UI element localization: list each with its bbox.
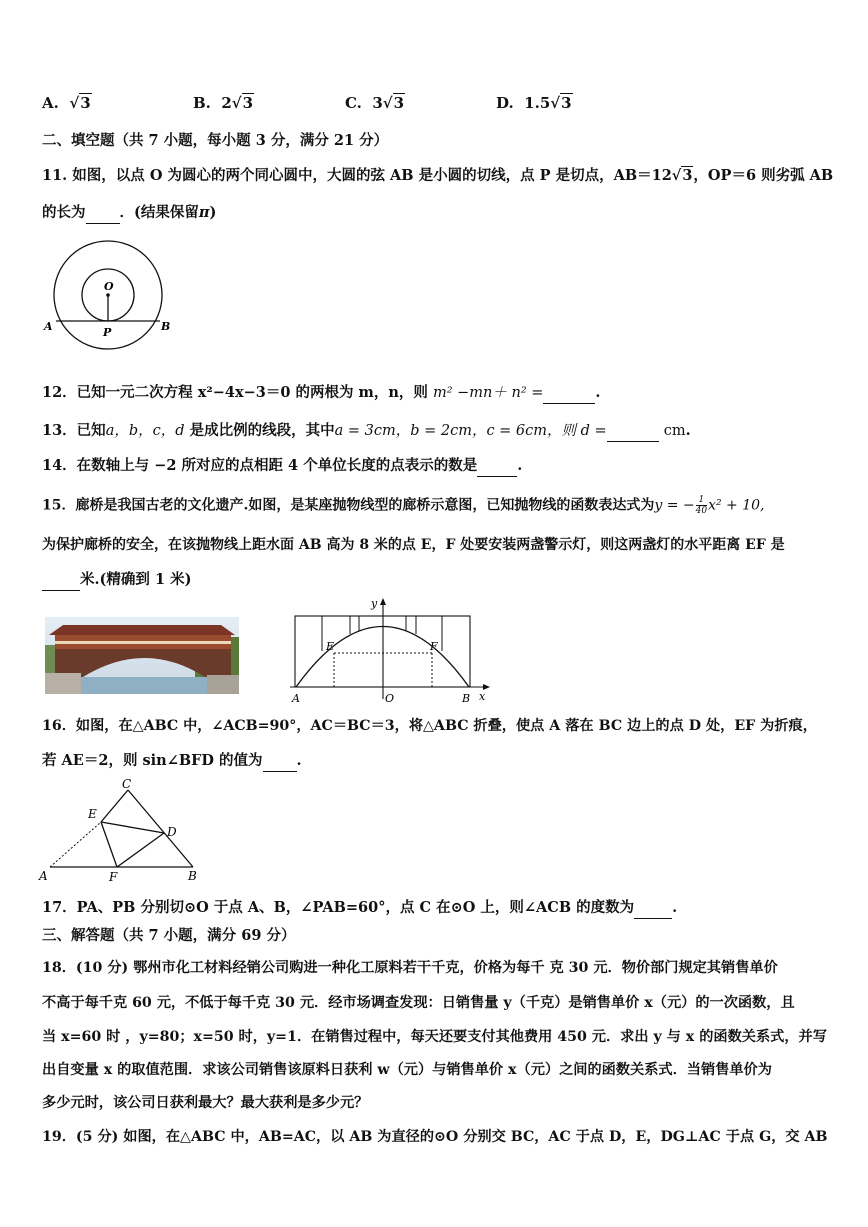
q15-line2: 为保护廊桥的安全，在该抛物线上距水面 AB 高为 8 米的点 E，F 处要安装两盏警示灯，则这两盏灯的水平距离 EF 是 bbox=[42, 537, 785, 553]
option-d-radicand: 3 bbox=[561, 94, 572, 112]
q15-line3b: 米.(精确到 1 米) bbox=[80, 571, 192, 588]
q11-ab-eq: AB＝12 bbox=[613, 167, 672, 184]
q11-line1: 11. 如图，以点 O 为圆心的两个同心圆中，大圆的弦 AB 是小圆的切线，点 P 是切点，AB＝12√3，OP＝6 则劣弧 AB bbox=[42, 167, 834, 184]
q11-line2a: 的长为 bbox=[42, 204, 86, 221]
q16-line1: 16．如图，在△ABC 中，∠ACB=90°，AC＝BC＝3，将△ABC 折叠，使点 A 落在 BC 边上的点 D 处，EF 为折痕， bbox=[42, 718, 817, 734]
section3-heading: 三、解答题（共 7 小题，满分 69 分） bbox=[42, 927, 296, 944]
fold-ae bbox=[50, 822, 101, 867]
q16-text: 若 AE＝2，则 sin∠BFD 的值为 bbox=[42, 752, 263, 769]
q11-line2 bbox=[42, 203, 216, 224]
q11-pi: π bbox=[198, 204, 210, 221]
q18-line4: 出自变量 x 的取值范围．求该公司销售该原料日获利 w（元）与销售单价 x（元）之间的函数关系式．当销售单价为 bbox=[42, 1062, 772, 1078]
q11-line2c: ) bbox=[209, 204, 217, 221]
q11-rest: ，OP＝6 则劣弧 AB bbox=[693, 167, 834, 184]
option-b-radicand: 3 bbox=[242, 94, 254, 112]
q11-line2b: ．(结果保留 bbox=[119, 204, 199, 221]
label-e: E bbox=[326, 640, 335, 653]
q16-line2 bbox=[42, 751, 302, 772]
q11-answer-blank bbox=[86, 203, 120, 224]
label-a: A bbox=[39, 869, 48, 883]
q13-unit: cm bbox=[663, 423, 686, 439]
q15-answer-blank bbox=[42, 570, 80, 591]
q15-frac-num: 1 bbox=[696, 495, 707, 506]
option-b: B. 2√3 bbox=[193, 94, 254, 112]
label-d: D bbox=[167, 825, 177, 839]
point-o bbox=[106, 293, 110, 297]
q15-frac-den: 40 bbox=[695, 506, 708, 516]
label-o: O bbox=[104, 280, 114, 293]
q18-line5: 多少元时，该公司日获利最大？最大获利是多少元？ bbox=[42, 1095, 369, 1111]
option-b-coef: 2 bbox=[221, 94, 232, 112]
q12-answer-blank bbox=[543, 383, 595, 404]
q15-line1 bbox=[42, 495, 765, 516]
option-d-label: D. bbox=[496, 94, 514, 112]
q13-eqs: a = 3cm，b = 2cm，c = 6cm，则 d = bbox=[334, 423, 607, 439]
label-b: B bbox=[161, 320, 171, 333]
option-d-coef: 1.5 bbox=[524, 94, 551, 112]
q13-vars: a，b，c，d bbox=[105, 423, 185, 439]
q13-end: . bbox=[685, 422, 691, 439]
q13-answer-blank bbox=[607, 421, 659, 442]
option-c: C. 3√3 bbox=[345, 94, 405, 112]
section2-heading: 二、填空题（共 7 小题，每小题 3 分，满分 21 分） bbox=[42, 132, 389, 149]
label-x: x bbox=[479, 690, 486, 703]
y-axis-arrow bbox=[380, 598, 386, 605]
side-ec bbox=[101, 790, 128, 822]
q14-text: 14．在数轴上与 −2 所对应的点相距 4 个单位长度的点表示的数是 bbox=[42, 457, 478, 474]
q18-line3: 当 x=60 时 ，y=80；x=50 时，y=1．在销售过程中，每天还要支付其他费用 450 元．求出 y 与 x 的函数关系式，并写 bbox=[42, 1029, 827, 1045]
label-c: C bbox=[122, 777, 132, 791]
q15-fraction bbox=[696, 495, 707, 516]
q16-triangle-figure bbox=[36, 776, 206, 886]
q15-text: 15．廊桥是我国古老的文化遗产.如图，是某座抛物线型的廊桥示意图，已知抛物线的函数表达式为 bbox=[42, 497, 655, 514]
option-c-label: C. bbox=[345, 94, 362, 112]
q18-line2: 不高于每千克 60 元，不低于每千克 30 元．经市场调查发现：日销售量 y（千克）是销售单价 x（元）的一次函数，且 bbox=[42, 995, 795, 1011]
segment-fd bbox=[117, 833, 164, 867]
q19-line1: 19．(5 分) 如图，在△ABC 中，AB=AC，以 AB 为直径的⊙O 分别交 BC，AC 于点 D，E，DG⊥AC 于点 G，交 AB bbox=[42, 1129, 828, 1145]
q15-line3 bbox=[42, 570, 191, 591]
option-a-radicand: 3 bbox=[80, 94, 91, 112]
photo-roof bbox=[49, 625, 235, 635]
q17-text: 17．PA、PB 分别切⊙O 于点 A、B，∠PAB=60°，点 C 在⊙O 上，则∠ACB 的度数为 bbox=[42, 899, 635, 916]
q15-formula-b: x² + 10, bbox=[708, 497, 765, 514]
q11-text: 11. 如图，以点 O 为圆心的两个同心圆中，大圆的弦 AB 是小圆的切线，点 P 是切点， bbox=[42, 167, 614, 184]
q17 bbox=[42, 898, 677, 919]
q17-answer-blank bbox=[634, 898, 672, 919]
label-o: O bbox=[385, 692, 395, 705]
bridge-photo bbox=[45, 617, 239, 694]
label-b: B bbox=[188, 869, 197, 883]
q11-figure bbox=[40, 240, 180, 360]
q15-parabola-figure bbox=[280, 596, 495, 708]
q12-end: . bbox=[595, 384, 601, 401]
label-f: F bbox=[109, 870, 118, 884]
option-c-radicand: 3 bbox=[393, 94, 405, 112]
label-p: P bbox=[103, 326, 112, 339]
option-d: D. 1.5√3 bbox=[496, 94, 572, 112]
q13-text-b: 是成比例的线段，其中 bbox=[189, 422, 335, 439]
label-a: A bbox=[44, 320, 53, 333]
q13-text-a: 13．已知 bbox=[42, 422, 106, 439]
q12 bbox=[42, 383, 600, 404]
option-a-label: A. bbox=[42, 94, 59, 112]
q13 bbox=[42, 421, 691, 442]
q11-ab-rad: 3 bbox=[682, 167, 693, 184]
photo-bank-left bbox=[45, 673, 81, 694]
q16-answer-blank bbox=[263, 751, 297, 772]
option-c-coef: 3 bbox=[372, 94, 383, 112]
q16-end: . bbox=[296, 752, 302, 769]
q18-line1: 18．(10 分) 鄂州市化工材料经销公司购进一种化工原料若干千克，价格为每千 克 30 元．物价部门规定其销售单价 bbox=[42, 960, 778, 976]
crease-ef bbox=[101, 822, 117, 867]
q14-answer-blank bbox=[477, 456, 517, 477]
q12-text: 12．已知一元二次方程 x²−4x−3＝0 的两根为 m，n，则 bbox=[42, 384, 428, 401]
label-f: F bbox=[430, 640, 438, 653]
q17-end: . bbox=[672, 899, 678, 916]
q15-formula-a: y = − bbox=[654, 497, 695, 514]
option-a: A. √3 bbox=[42, 94, 91, 112]
label-e: E bbox=[88, 807, 97, 821]
q14 bbox=[42, 456, 522, 477]
label-b: B bbox=[462, 692, 471, 705]
segment-ed bbox=[101, 822, 164, 833]
label-a: A bbox=[292, 692, 300, 705]
photo-gallery-band bbox=[55, 641, 231, 644]
q14-end: . bbox=[517, 457, 523, 474]
photo-bank-right bbox=[207, 675, 239, 694]
label-y: y bbox=[371, 597, 378, 610]
option-b-label: B. bbox=[193, 94, 211, 112]
q12-expr: m² −mn＋ n² = bbox=[432, 385, 544, 401]
